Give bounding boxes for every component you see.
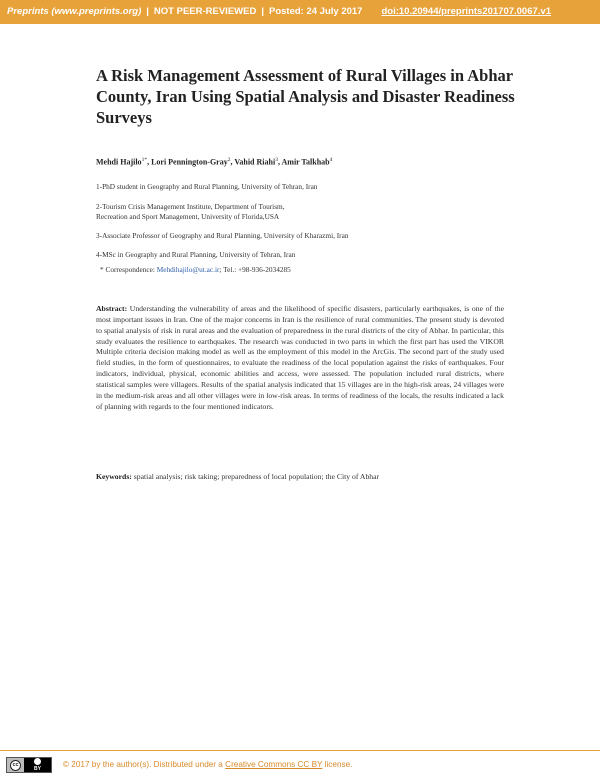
keywords: [96, 471, 504, 482]
cc-logo-icon: cc: [7, 758, 24, 772]
posted-date: Posted: 24 July 2017: [269, 6, 363, 17]
keywords-label: Keywords:: [96, 472, 132, 481]
header-separator: |: [261, 6, 264, 17]
author-name: Vahid Riahi: [234, 157, 276, 167]
author-name: Amir Talkhab: [281, 157, 330, 167]
author-affiliation-mark: 4: [329, 157, 333, 163]
license-suffix: license.: [324, 760, 353, 769]
abstract-text: Understanding the vulnerability of areas and the likelihood of specific disasters, particularly earthquakes, is one of the most important issues in Iran. One of the major concerns in Iran is the resilience of rural communities. The present study is devoted to spatial analysis of risk in rural areas and the evaluation of preparedness in the rural districts of the city of Abhar. In particular, this study evaluates the resilience to earthquakes. The research was conducted in two parts in which the first part has used the VIKOR Multiple criteria decision making model as well as the employment of this model in the ArcGis. The second part of the study used field studies, in the form of questionnaires, to evaluate the readiness of the local population against the risks of earthquakes. Four indicators, individual, physical, economic abilities and access, were assessed. The population included rural districts, where statistical samples were villagers. Results of the spatial analysis indicated that 15 villages are in the high-risk areas, 24 villages were in the medium-risk areas and all other villages were in low-risk areas. In terms of readiness of the locals, the results indicated a lack of planning with regards to the four mentioned indicators.: [96, 304, 504, 411]
review-status: NOT PEER-REVIEWED: [153, 6, 257, 17]
affiliation: 4-MSc in Geography and Rural Planning, University of Tehran, Iran: [96, 250, 296, 259]
header-info: [7, 6, 362, 17]
license-link[interactable]: Creative Commons CC BY: [225, 760, 323, 769]
paper-title: A Risk Management Assessment of Rural Villages in Abhar County, Iran Using Spatial Analysis and Disaster Readiness Surveys: [96, 66, 515, 127]
keywords-text: spatial analysis; risk taking; preparedness of local population; the City of Abhar: [133, 472, 380, 481]
author-affiliation-mark: 2: [227, 157, 231, 163]
header-separator: |: [146, 6, 149, 17]
abstract-label: Abstract:: [96, 304, 128, 313]
affiliation: 1-PhD student in Geography and Rural Planning, University of Tehran, Iran: [96, 182, 318, 191]
correspondence-marker: *: [100, 265, 104, 274]
affiliation: Recreation and Sport Management, University of Florida,USA: [96, 212, 280, 221]
doi-link[interactable]: doi:10.20944/preprints201707.0067.v1: [381, 6, 551, 17]
author-affiliation-mark: 1*: [141, 157, 148, 163]
cc-by-badge[interactable]: [6, 757, 52, 773]
abstract: [96, 304, 504, 412]
copyright-text: © 2017 by the author(s). Distributed under a: [63, 760, 223, 769]
preprint-header-bar: [0, 0, 600, 24]
license-text: [63, 760, 352, 769]
license-footer: [0, 751, 600, 776]
by-person-icon: BY: [24, 758, 51, 772]
correspondence: * Correspondence: Mehdihajilo@ut.ac.ir; Tel.: +98-936-2034285: [100, 265, 291, 274]
author-name: Lori Pennington-Gray: [151, 157, 228, 167]
author-affiliation-mark: 3: [275, 157, 278, 163]
email-link[interactable]: Mehdihajilo@ut.ac.ir: [156, 265, 220, 274]
affiliation: 3-Associate Professor of Geography and Rural Planning, University of Kharazmi, Iran: [96, 231, 349, 240]
affiliation: 2-Tourism Crisis Management Institute, Department of Tourism,: [96, 202, 285, 211]
preprints-site-link[interactable]: Preprints (www.preprints.org): [7, 6, 142, 17]
correspondence-label: Correspondence:: [105, 265, 155, 274]
author-list: Mehdi Hajilo$^{1*}$, Lori Pennington-Gray$^2$, Vahid Riahi$^3$, Amir Talkhab$^4$: [96, 157, 333, 167]
author-name: Mehdi Hajilo: [96, 157, 142, 167]
telephone: Tel.: +98-936-2034285: [223, 265, 291, 274]
